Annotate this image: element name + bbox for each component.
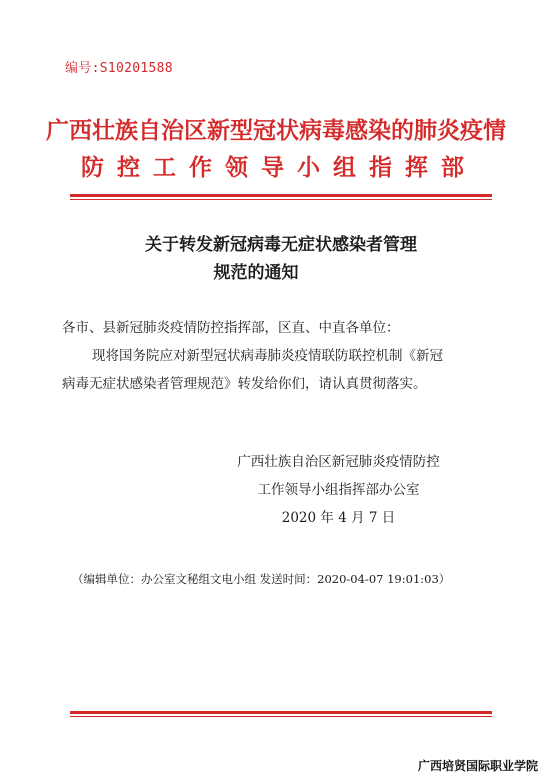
subject-title-line1: 关于转发新冠病毒无症状感染者管理 [145, 235, 417, 255]
footer-divider-thin [70, 716, 492, 717]
addressee: 各市、县新冠肺炎疫情防控指挥部，区直、中直各单位： [62, 320, 400, 336]
header-divider-thick [70, 194, 492, 197]
document-number: 编号:S10201588 [65, 61, 173, 76]
body-paragraph-line1: 现将国务院应对新型冠状病毒肺炎疫情联防联控机制《新冠 [92, 348, 443, 364]
body-paragraph-line2: 病毒无症状感染者管理规范》转发给你们，请认真贯彻落实。 [62, 376, 427, 392]
header-divider-thin [70, 199, 492, 200]
subject-title-line2: 规范的通知 [213, 263, 299, 283]
signature-line2: 工作领导小组指挥部办公室 [257, 482, 420, 498]
issuer-title-line1: 广西壮族自治区新型冠状病毒感染的肺炎疫情 [46, 117, 506, 144]
watermark: 广西培贤国际职业学院 [417, 759, 538, 773]
signature-line1: 广西壮族自治区新冠肺炎疫情防控 [237, 454, 440, 470]
signature-date: 2020 年 4 月 7 日 [281, 510, 396, 526]
issuer-title-line2: 防控工作领导小组指挥部 [81, 154, 477, 181]
footer-note: （编辑单位：办公室文秘组文电小组 发送时间：2020-04-07 19:01:03） [72, 572, 451, 586]
footer-divider-thick [70, 711, 492, 714]
